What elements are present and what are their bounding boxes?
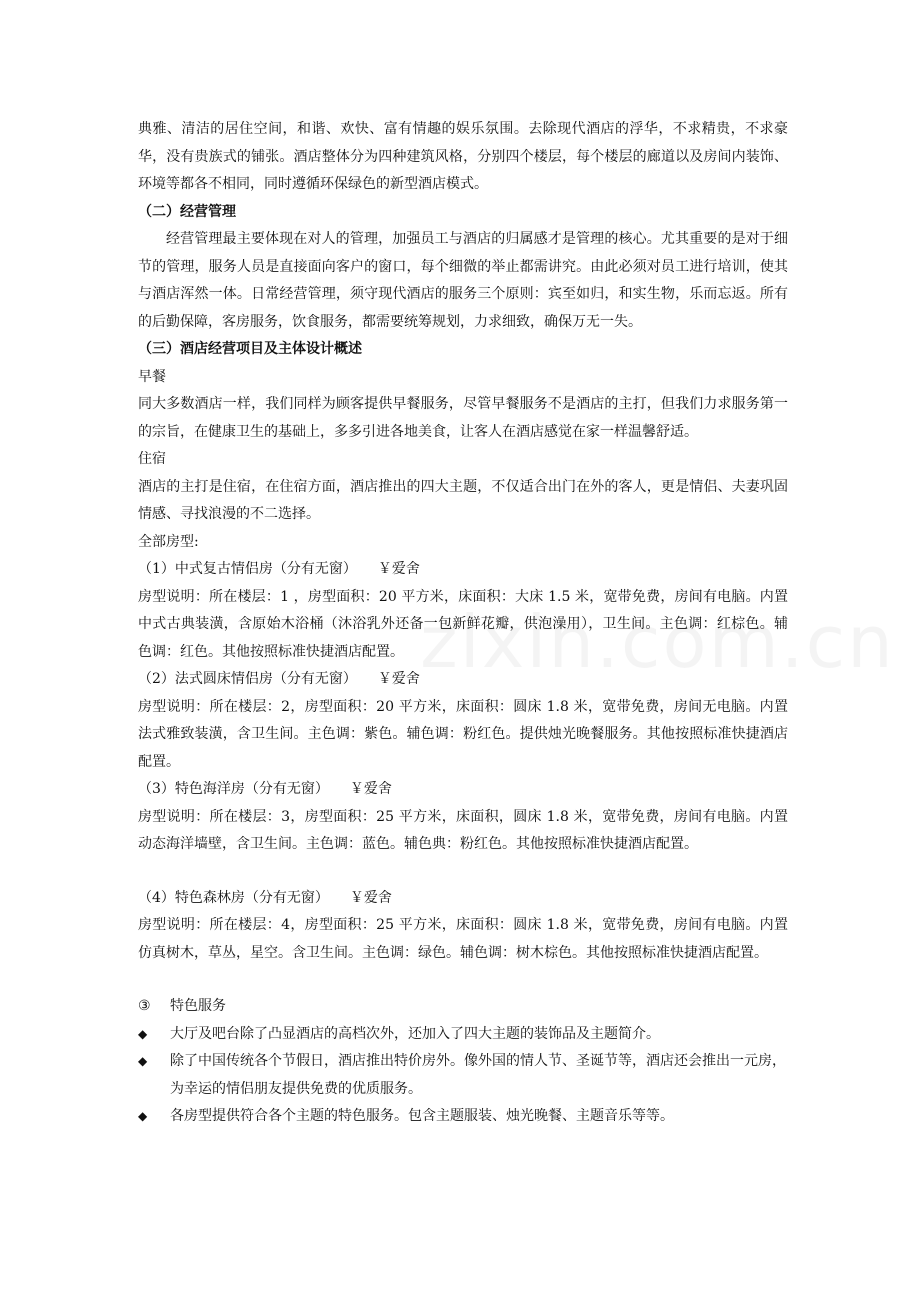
list-item [138,1048,788,1103]
section-heading-management: （二）经营管理 [138,203,236,220]
room-title: （2）法式圆床情侣房（分有无窗） ￥爱舍 [138,671,420,687]
special-services-heading [138,993,788,1021]
spacer [138,859,788,885]
document-body [138,116,788,1131]
room-title: （3）特色海洋房（分有无窗） ￥爱舍 [138,781,392,797]
breakfast-paragraph: 同大多数酒店一样，我们同样为顾客提供早餐服务，尽管早餐服务不是酒店的主打，但我们力求服务第一的宗旨，在健康卫生的基础上，多多引进各地美食，让客人在酒店感觉在家一样温馨舒适。 [138,396,788,440]
room-title: （4）特色森林房（分有无窗） ￥爱舍 [138,889,392,906]
black-diamond-icon: ◆ [138,1026,148,1041]
bullet-text: 各房型提供符合各个主题的特色服务。包含主题服装、烛光晚餐、主题音乐等等。 [170,1108,674,1124]
list-item [138,1103,788,1131]
breakfast-title: 早餐 [138,368,166,385]
room-description: 房型说明：所在楼层：2，房型面积：20 平方米，床面积：圆床 1.8 米，宽带免费，房间无电脑。内置法式雅致装潢，含卫生间。主色调：紫色。辅色调：粉红色。提供烛光晚餐服务。其他按照标准快捷酒店配置。 [138,698,788,770]
room-description: 房型说明：所在楼层：1 ，房型面积：20 平方米，床面积：大床 1.5 米，宽带免费，房间有电脑。内置中式古典装潢，含原始木浴桶（沐浴乳外还备一包新鲜花瓣，供泡澡用），卫生间。主色调：红棕色。辅色调：红色。其他按照标准快捷酒店配置。 [138,588,788,660]
management-paragraph: 经营管理最主要体现在对人的管理，加强员工与酒店的归属感才是管理的核心。尤其重要的是对于细节的管理，服务人员是直接面向客户的窗口，每个细微的举止都需讲究。由此必须对员工进行培训，使其与酒店浑然一体。日常经营管理，须守现代酒店的服务三个原则：宾至如归，和实生物，乐而忘返。所有的后勤保障，客房服务，饮食服务，都需要统筹规划，力求细致，确保万无一失。 [138,231,788,330]
circled-number-marker: ③ [138,998,151,1014]
rooms-title: 全部房型: [138,533,199,550]
black-diamond-icon: ◆ [138,1054,148,1068]
section-heading-projects: （三）酒店经营项目及主体设计概述 [138,341,362,357]
special-services-title: 特色服务 [170,998,226,1014]
room-description: 房型说明：所在楼层：3，房型面积：25 平方米，床面积，圆床 1.8 米，宽带免费，房间有电脑。内置动态海洋墙壁，含卫生间。主色调：蓝色。辅色典：粉红色。其他按照标准快捷酒店配置。 [138,808,788,852]
bullet-text: 大厅及吧台除了凸显酒店的高档次外，还加入了四大主题的装饰品及主题简介。 [170,1025,660,1042]
lodging-paragraph: 酒店的主打是住宿，在住宿方面，酒店推出的四大主题，不仅适合出门在外的客人，更是情侣、夫妻巩固情感、寻找浪漫的不二选择。 [138,478,788,522]
bullet-text: 除了中国传统各个节假日，酒店推出特价房外。像外国的情人节、圣诞节等，酒店还会推出一元房，为幸运的情侣朋友提供免费的优质服务。 [170,1053,786,1097]
intro-paragraph: 典雅、清洁的居住空间，和谐、欢快、富有情趣的娱乐氛围。去除现代酒店的浮华，不求精贵，不求豪华，没有贵族式的铺张。酒店整体分为四种建筑风格，分别四个楼层，每个楼层的廊道以及房间内装饰、环境等都各不相同，同时遵循环保绿色的新型酒店模式。 [138,121,788,192]
room-title: （1）中式复古情侣房（分有无窗） ￥爱舍 [138,561,420,577]
lodging-title: 住宿 [138,451,166,467]
spacer [138,967,788,993]
list-item [138,1021,788,1049]
room-description: 房型说明：所在楼层：4，房型面积：25 平方米，床面积：圆床 1.8 米，宽带免费，房间有电脑。内置仿真树木，草丛，星空。含卫生间。主色调：绿色。辅色调：树木棕色。其他按照标准快捷酒店配置。 [138,917,788,961]
black-diamond-icon: ◆ [138,1109,148,1123]
